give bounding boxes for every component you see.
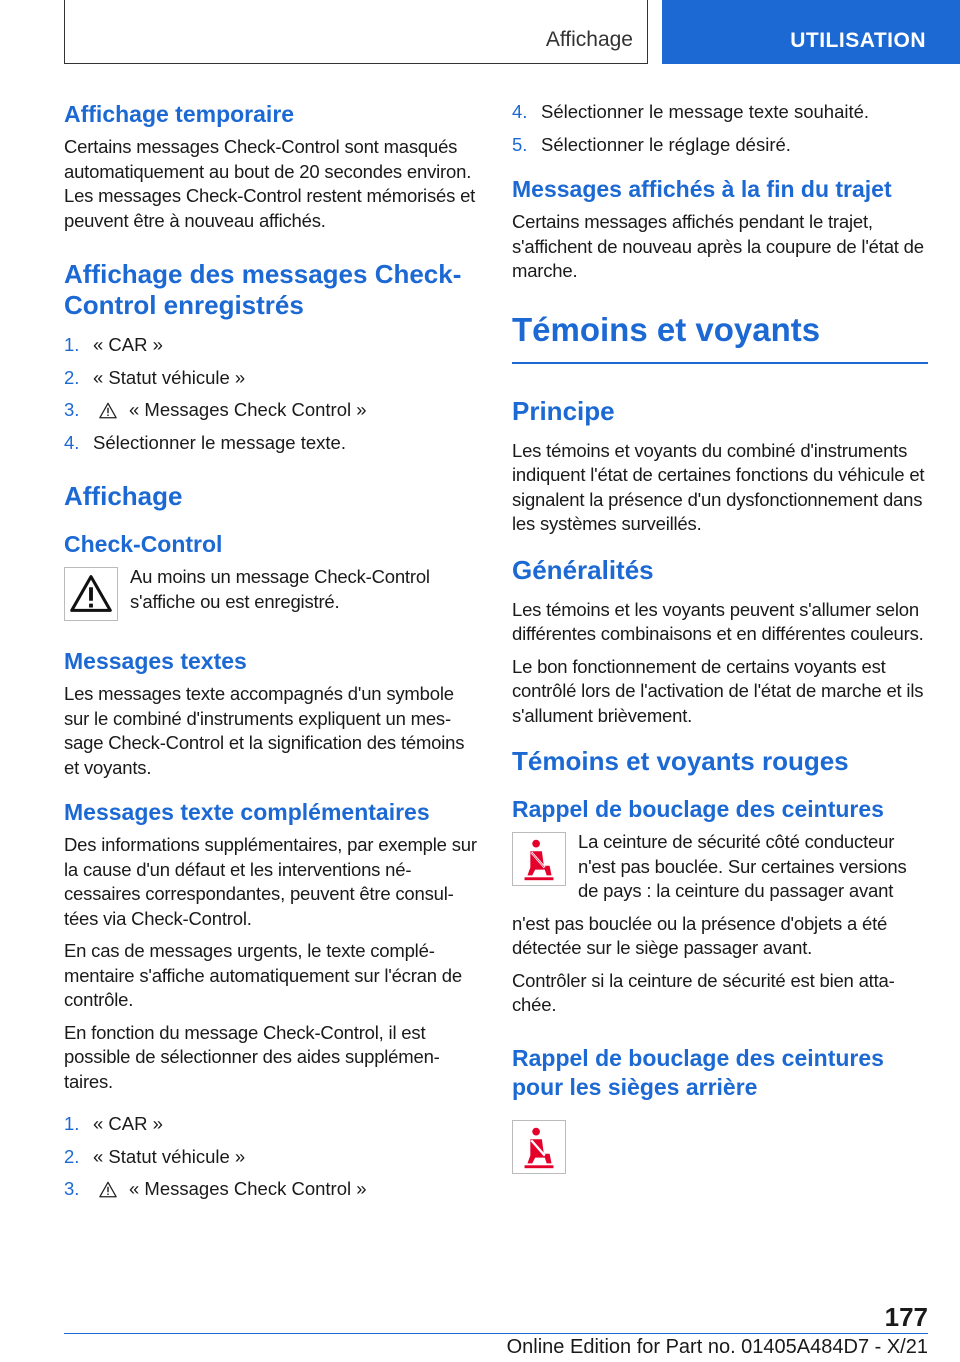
heading-messages-complementaires: Messages texte complémentaires — [64, 799, 430, 825]
step-number: 3. — [64, 399, 80, 420]
step-number: 4. — [512, 101, 528, 122]
paragraph-check-control: Au moins un message Check-Control s'affiche ou est enregistré. — [130, 566, 430, 612]
steps-list-2 — [64, 1112, 478, 1202]
footer-divider — [64, 1333, 928, 1334]
heading-generalites: Généralités — [512, 554, 654, 585]
heading-check-control: Check-Control — [64, 531, 223, 557]
steps-list-1 — [64, 333, 478, 455]
heading-temoins-rouges: Témoins et voyants rouges — [512, 746, 849, 776]
step-text: « Messages Check Control » — [129, 1178, 367, 1199]
paragraph-messages-textes: Les messages texte accompagnés d'un symbole sur le combiné d'instruments expliquent un message Check-Control et la signification des témoins et voyants. — [64, 683, 465, 778]
list-item — [64, 1177, 478, 1202]
header-chapter-title: UTILISATION — [790, 29, 926, 52]
list-item — [64, 398, 478, 423]
heading-messages-textes: Messages textes — [64, 648, 247, 674]
step-text: « Messages Check Control » — [129, 399, 367, 420]
step-number: 2. — [64, 366, 80, 388]
page-number: 177 — [884, 1302, 928, 1332]
heading-rappel-ceintures-arriere: Rappel de bouclage des ceintures pour les sièges arrière — [512, 1044, 884, 1100]
step-text: « CAR » — [93, 1113, 163, 1134]
step-number: 1. — [64, 334, 80, 355]
paragraph-ceintures-1b: n'est pas bouclée ou la présence d'objets a été détectée sur le siège passager avant. — [512, 912, 888, 958]
left-column — [64, 100, 478, 1210]
paragraph-complementaires-1: Des informations supplémentaires, par exemple sur la cause d'un défaut et les interventions nécessaires correspondantes, peuvent être consultées via Check-Control. — [64, 834, 477, 929]
list-item — [512, 100, 928, 125]
heading-messages-enregistres: Affichage des messages Check-Control enregistrés — [64, 259, 462, 320]
step-number: 3. — [64, 1178, 80, 1199]
paragraph-ceintures-1a: La ceinture de sécurité côté conducteur n'est pas bouclée. Sur certaines versions de pays : la ceinture du passager avant — [578, 831, 907, 901]
paragraph-complementaires-3: En fonction du message Check-Control, il est possible de sélectionner des aides supplémentaires. — [64, 1021, 440, 1092]
right-column — [512, 100, 928, 1174]
heading-principe: Principe — [512, 395, 615, 426]
seatbelt-warning-icon — [512, 832, 566, 886]
list-item — [64, 1112, 478, 1137]
paragraph-complementaires-2: En cas de messages urgents, le texte complémentaire s'affiche automatiquement sur l'écran de contrôle. — [64, 940, 462, 1010]
heading-temoins-et-voyants: Témoins et voyants — [512, 310, 928, 364]
paragraph-generalites-2: Le bon fonctionnement de certains voyants est contrôlé lors de l'activation de l'état de marche et ils s'allument brièvement. — [512, 655, 924, 726]
step-number: 4. — [64, 431, 80, 453]
heading-affichage-temporaire: Affichage temporaire — [64, 101, 295, 127]
step-number: 1. — [64, 1113, 80, 1134]
list-item — [512, 133, 928, 158]
footer-edition: Online Edition for Part no. 01405A484D7 - X/21 — [506, 1336, 928, 1358]
paragraph-generalites-1: Les témoins et les voyants peuvent s'allumer selon différentes combinaisons et en différentes couleurs. — [512, 598, 924, 644]
warning-triangle-icon — [64, 567, 118, 621]
step-text: « Statut véhicule » — [93, 1145, 246, 1167]
header-section-title: Affichage — [545, 28, 633, 51]
check-control-block — [64, 565, 478, 621]
list-item — [64, 366, 478, 391]
heading-affichage: Affichage — [64, 481, 183, 511]
step-text: Sélectionner le réglage désiré. — [541, 133, 791, 155]
list-item — [64, 333, 478, 358]
step-number: 5. — [512, 133, 528, 155]
steps-list-3 — [512, 100, 928, 157]
warning-triangle-icon — [99, 402, 117, 419]
list-item — [64, 431, 478, 456]
paragraph-ceintures-2: Contrôler si la ceinture de sécurité est bien attachée. — [512, 969, 895, 1015]
paragraph-principe: Les témoins et voyants du combiné d'instruments indiquent l'état de certaines fonctions du véhicule et signalent la présence d'un dysfonctionnement dans les systèmes surveillés. — [512, 439, 925, 534]
step-text: Sélectionner le message texte souhaité. — [541, 101, 870, 122]
step-text: Sélectionner le message texte. — [93, 431, 346, 453]
rear-seatbelt-warning-icon — [512, 1120, 566, 1174]
header-chapter-tab[interactable] — [662, 0, 960, 64]
header-section-box — [64, 0, 648, 64]
list-item — [64, 1145, 478, 1170]
step-number: 2. — [64, 1145, 80, 1167]
heading-fin-du-trajet: Messages affichés à la fin du trajet — [512, 176, 892, 202]
step-text: « CAR » — [93, 334, 163, 355]
paragraph-fin-du-trajet: Certains messages affichés pendant le trajet, s'affichent de nouveau après la coupure de l'état de marche. — [512, 211, 924, 281]
seatbelt-block — [512, 830, 928, 961]
paragraph-affichage-temporaire: Certains messages Check-Control sont masqués automatiquement au bout de 20 secondes environ. Les messages Check-Control restent mémorisés et peuvent être à nouveau affichés. — [64, 136, 476, 231]
step-text: « Statut véhicule » — [93, 366, 246, 388]
heading-rappel-ceintures: Rappel de bouclage des ceintures — [512, 796, 884, 822]
warning-triangle-icon — [99, 1181, 117, 1198]
